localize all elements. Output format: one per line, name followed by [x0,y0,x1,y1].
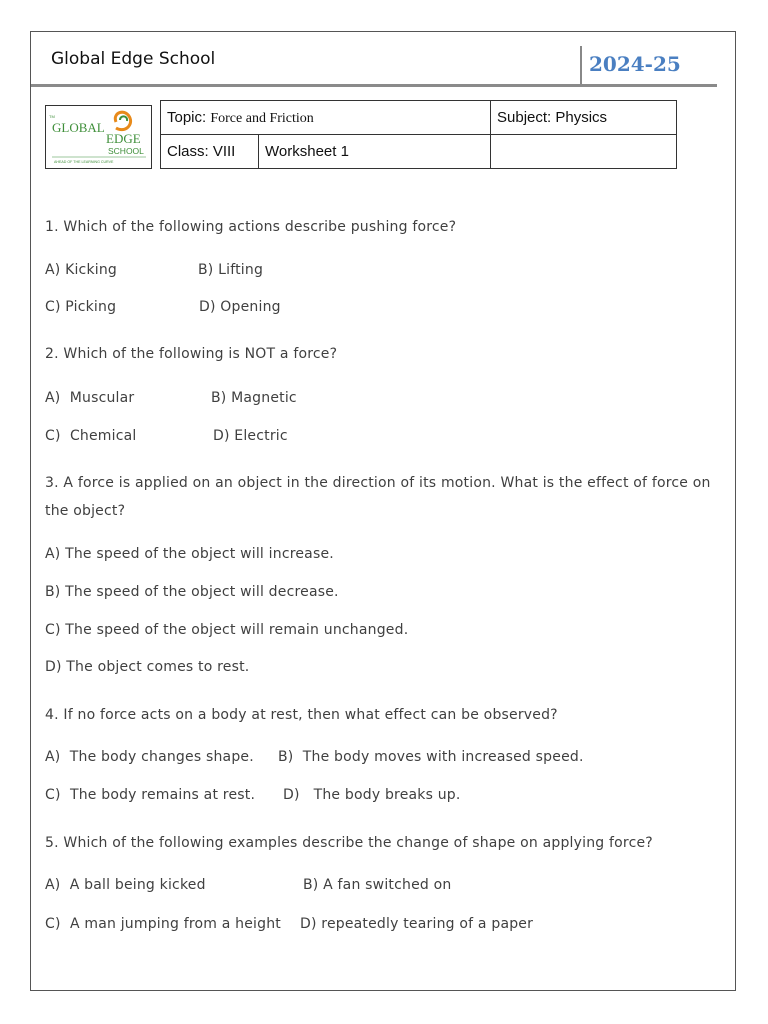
empty-cell [491,135,677,169]
page-header [31,32,735,85]
worksheet-page [30,31,736,991]
q3-option-c: C) The speed of the object will remain unchanged. [45,622,409,638]
school-name: Global Edge School [51,49,216,69]
header-divider [580,46,582,84]
option: C) The body remains at rest. [45,787,256,803]
question-5: 5. Which of the following examples describe the change of shape on applying force? [45,835,653,851]
option: C) A man jumping from a height [45,916,281,932]
logo-swirl-inner-icon [120,116,127,121]
option: D) The body breaks up. [283,787,461,803]
option: A) Muscular [45,390,135,406]
q3-option-d: D) The object comes to rest. [45,659,250,675]
question-2: 2. Which of the following is NOT a force? [45,346,338,362]
option: B) Lifting [198,262,264,278]
class-cell: Class: VIII [161,135,259,169]
option: B) Magnetic [211,390,297,406]
logo-word-school: SCHOOL [108,146,144,156]
school-logo [45,105,152,169]
logo-tm: TM [49,114,55,119]
option: C) Chemical [45,428,137,444]
option: B) The body moves with increased speed. [278,749,584,765]
q3-option-b: B) The speed of the object will decrease. [45,584,339,600]
option: A) Kicking [45,262,118,278]
topic-label: Topic: [167,108,207,126]
q3-option-a: A) The speed of the object will increase. [45,546,334,562]
logo-tagline: AHEAD OF THE LEARNING CURVE [54,160,114,164]
question-3-line-1: 3. A force is applied on an object in the direction of its motion. What is the effect of force on [45,475,711,491]
header-rule [31,84,717,87]
option: D) Electric [213,428,288,444]
topic-cell [161,101,491,135]
option: D) repeatedly tearing of a paper [300,916,534,932]
question-3-line-2: the object? [45,503,126,519]
option: A) A ball being kicked [45,877,206,893]
academic-year: 2024-25 [589,52,681,76]
option: B) A fan switched on [303,877,452,893]
logo-swirl-icon [115,112,130,129]
logo-word-global: GLOBAL [52,120,105,135]
logo-word-edge: EDGE [106,131,141,146]
option: C) Picking [45,299,117,315]
subject-cell: Subject: Physics [491,101,677,135]
question-4: 4. If no force acts on a body at rest, then what effect can be observed? [45,707,558,723]
logo-graphic [46,106,151,168]
question-1: 1. Which of the following actions describe pushing force? [45,219,457,235]
worksheet-info-table [160,100,677,169]
topic-value: Force and Friction [210,110,314,126]
option: A) The body changes shape. [45,749,254,765]
option: D) Opening [199,299,281,315]
worksheet-cell: Worksheet 1 [259,135,491,169]
